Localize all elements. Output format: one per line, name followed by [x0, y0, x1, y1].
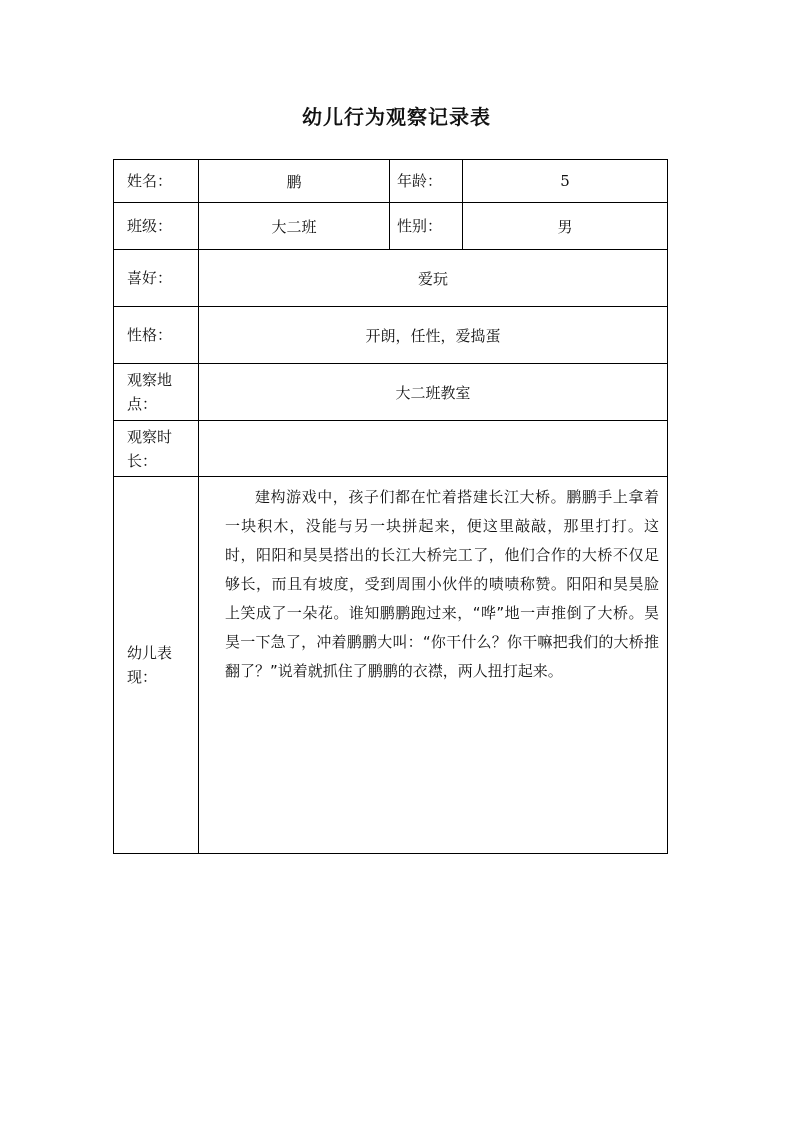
row-location	[114, 364, 668, 421]
duration-label-cell	[114, 421, 199, 477]
row-personality	[114, 307, 668, 364]
age-label: 年龄：	[397, 172, 443, 190]
behavior-narrative: 建构游戏中，孩子们都在忙着搭建长江大桥。鹏鹏手上拿着一块积木，没能与另一块拼起来，便这里敲敲，那里打打。这时，阳阳和昊昊搭出的长江大桥完工了，他们合作的大桥不仅足够长，而且有坡度，受到周围小伙伴的啧啧称赞。阳阳和昊昊脸上笑成了一朵花。谁知鹏鹏跑过来，“哗”地一声推倒了大桥。昊昊一下急了，冲着鹏鹏大叫：“你干什么？你干嘛把我们的大桥推翻了？”说着就抓住了鹏鹏的衣襟，两人扭打起来。	[199, 477, 668, 854]
location-label-cell	[114, 364, 199, 421]
class-value: 大二班	[199, 203, 390, 250]
row-behavior	[114, 477, 668, 854]
hobby-value: 爱玩	[199, 250, 668, 307]
behavior-label: 幼儿表现：	[127, 644, 173, 686]
gender-label: 性别：	[397, 217, 443, 235]
row-duration	[114, 421, 668, 477]
personality-label-cell	[114, 307, 199, 364]
name-label-cell	[114, 160, 199, 203]
name-value: 鹏	[199, 160, 390, 203]
age-label-cell	[390, 160, 463, 203]
row-name-age	[114, 160, 668, 203]
gender-label-cell	[390, 203, 463, 250]
row-class-gender	[114, 203, 668, 250]
class-label: 班级：	[127, 217, 173, 235]
age-value: 5	[463, 160, 668, 203]
hobby-label: 喜好：	[127, 269, 173, 287]
personality-value: 开朗，任性，爱捣蛋	[199, 307, 668, 364]
personality-label: 性格：	[127, 326, 173, 344]
observation-record-table	[113, 159, 668, 854]
class-label-cell	[114, 203, 199, 250]
name-label: 姓名：	[127, 172, 173, 190]
hobby-label-cell	[114, 250, 199, 307]
row-hobby	[114, 250, 668, 307]
duration-label: 观察时长：	[127, 427, 173, 470]
location-label: 观察地点：	[127, 371, 173, 413]
behavior-label-cell	[114, 477, 199, 854]
gender-value: 男	[463, 203, 668, 250]
location-value: 大二班教室	[199, 364, 668, 421]
duration-value	[199, 421, 668, 477]
document-title: 幼儿行为观察记录表	[302, 105, 491, 129]
